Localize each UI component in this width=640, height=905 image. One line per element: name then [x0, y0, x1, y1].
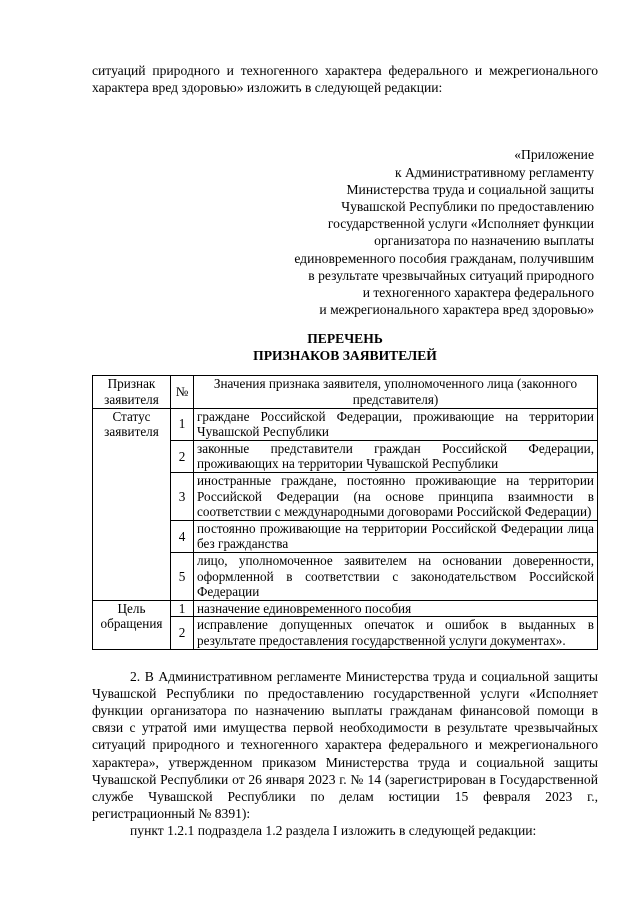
paragraph-2: 2. В Административном регламенте Министерства труда и социальной защиты Чувашской Республики по предоставлению государственной услуги «Исполняет функции организатора по назначению выплаты гражданам финансовой помощи в связи с утратой ими имущества первой необходимости в результате чрезвычайных ситуаций природного и техногенного характера федерального и межрегионального характера», утвержденном приказом Министерства труда и социальной защиты Чувашской Республики от 26 января 2023 г. № 14 (зарегистрирован в Государственной службе Чувашской Республики по делам юстиции 15 февраля 2023 г., регистрационный № 8391): [92, 668, 598, 822]
appendix-heading: «Приложение к Административному регламенту Министерства труда и социальной защиты Чувашской Республики по предоставлению государственной услуги «Исполняет функции организатора по назначению выплаты единовременного пособия гражданам, получившим в результате чрезвычайных ситуаций природного и техногенного характера федерального и межрегионального характера вред здоровью» [294, 147, 594, 318]
document-page [92, 62, 598, 840]
table-row [93, 408, 598, 440]
row-number: 4 [171, 520, 194, 552]
group-name-purpose: Цель обращения [93, 600, 171, 649]
header-number: № [171, 376, 194, 408]
row-value: граждане Российской Федерации, проживающие на территории Чувашской Республики [194, 408, 598, 440]
header-values: Значения признака заявителя, уполномоченного лица (законного представителя) [194, 376, 598, 408]
title-line-2: ПРИЗНАКОВ ЗАЯВИТЕЛЕЙ [253, 348, 437, 364]
applicant-attributes-table [92, 375, 598, 649]
row-value: лицо, уполномоченное заявителем на основании доверенности, оформленной в соответствии с законодательством Российской Федерации [194, 552, 598, 600]
table-header-row [93, 376, 598, 408]
row-number: 5 [171, 552, 194, 600]
row-number: 1 [171, 600, 194, 617]
row-value: иностранные граждане, постоянно проживающие на территории Российской Федерации (на основе принципа взаимности в соответствии с международными договорами Российской Федерации) [194, 473, 598, 521]
title-line-1: ПЕРЕЧЕНЬ [307, 331, 383, 347]
row-value: назначение единовременного пособия [194, 600, 598, 617]
document-title [92, 330, 598, 364]
row-number: 2 [171, 440, 194, 472]
group-name-status: Статус заявителя [93, 408, 171, 600]
table-row [93, 600, 598, 617]
row-number: 3 [171, 473, 194, 521]
header-attribute: Признак заявителя [93, 376, 171, 408]
row-value: постоянно проживающие на территории Российской Федерации лица без гражданства [194, 520, 598, 552]
paragraph-3: пункт 1.2.1 подраздела 1.2 раздела I изложить в следующей редакции: [130, 823, 537, 839]
row-value: исправление допущенных опечаток и ошибок в выданных в результате предоставления государственной услуги документах». [194, 617, 598, 649]
intro-paragraph: ситуаций природного и техногенного характера федерального и межрегионального характера вред здоровью» изложить в следующей редакции: [92, 63, 598, 96]
row-value: законные представители граждан Российской Федерации, проживающих на территории Чувашской Республики [194, 440, 598, 472]
row-number: 1 [171, 408, 194, 440]
row-number: 2 [171, 617, 194, 649]
